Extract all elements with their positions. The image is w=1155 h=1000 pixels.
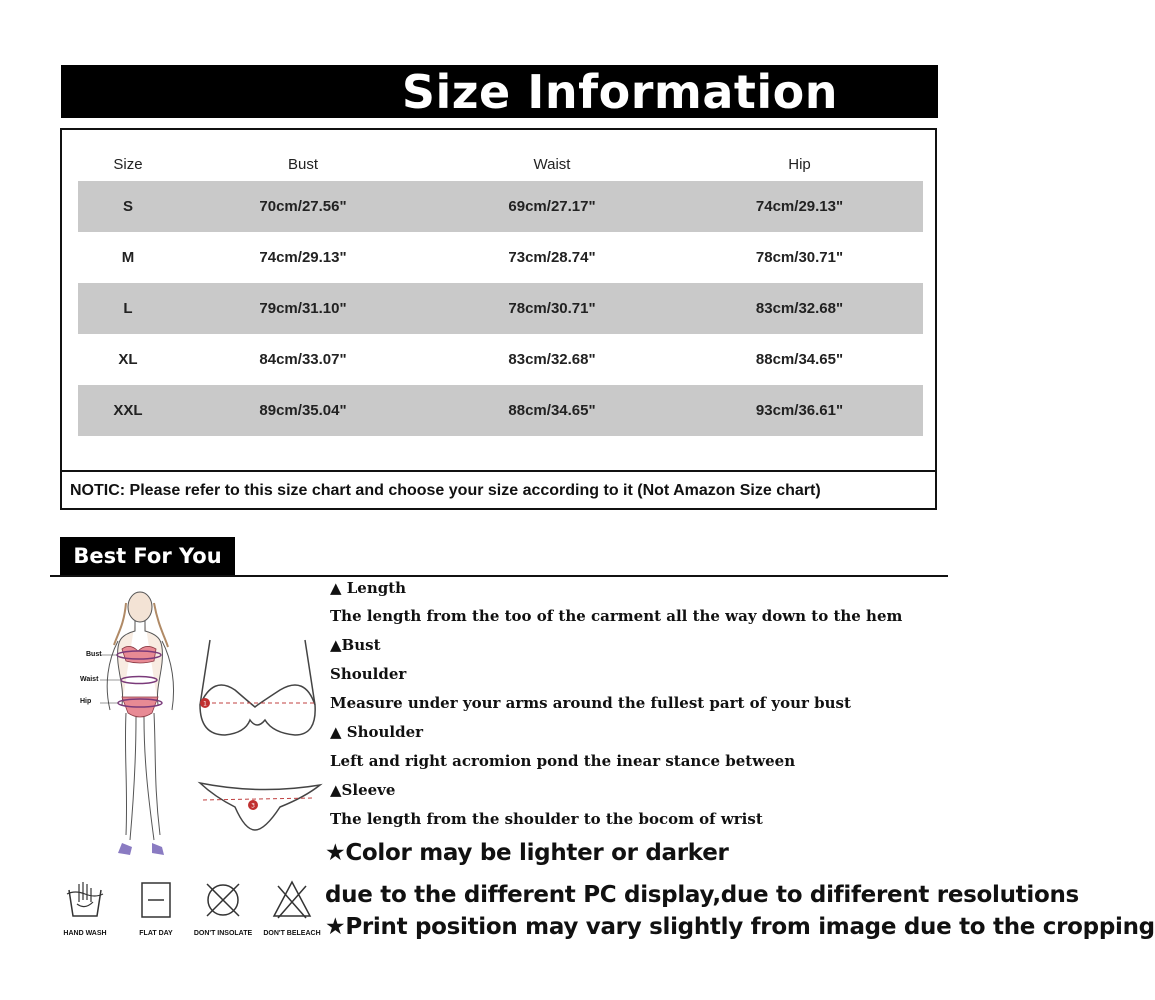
cell-size: M [121,249,135,266]
page-title: Size Information [401,64,838,119]
cell-size: S [78,181,178,232]
cell-size: L [78,283,178,334]
table-row [78,181,923,232]
shoulder-heading: ▲ Shoulder [330,723,424,741]
cell-hip: 93cm/36.61" [676,385,923,436]
table-header-row [78,147,923,181]
sleeve-description: The length from the shoulder to the bocom of wrist [330,810,763,828]
notice-divider [60,470,937,472]
cell-hip: 78cm/30.71" [755,249,844,266]
cell-bust: 84cm/33.07" [259,351,347,368]
cell-waist: 73cm/28.74" [508,249,596,266]
best-for-you-tab: Best For You [60,537,235,575]
figure-label-bust: Bust [86,651,102,658]
cell-hip: 83cm/32.68" [676,283,923,334]
garment-marker-3: 3 [251,802,255,810]
body-figure-illustration [80,585,190,870]
title-banner [61,65,938,118]
figure-label-waist: Waist [80,676,99,683]
table-row [78,385,923,436]
cell-hip: 74cm/29.13" [676,181,923,232]
display-note: due to the different PC display,due to dififerent resolutions [325,882,1079,908]
cell-size: XL [118,351,138,368]
garment-marker-1: 1 [203,700,207,708]
length-heading: ▲ Length [330,579,407,597]
size-notice: NOTIC: Please refer to this size chart and choose your size according to it (Not Amazon Size chart) [70,482,821,499]
cell-bust: 70cm/27.56" [178,181,428,232]
column-header-bust: Bust [287,155,318,173]
figure-label-hip: Hip [80,698,92,705]
do-not-bleach-icon [272,880,312,920]
garment-sketch [195,635,325,835]
size-table [78,147,923,436]
flat-dry-icon [136,880,176,920]
care-label-flat-dry: FLAT DAY [139,930,173,937]
column-header-size: Size [113,155,143,173]
column-header-waist: Waist [533,155,571,173]
section-divider [50,575,948,577]
table-row [78,283,923,334]
bust-heading: ▲Bust [330,636,381,654]
color-note: ★Color may be lighter or darker [325,840,729,866]
table-row [78,232,923,283]
cell-hip: 88cm/34.65" [755,351,844,368]
cell-waist: 88cm/34.65" [428,385,676,436]
care-label-hand-wash: HAND WASH [63,930,107,937]
sleeve-heading: ▲Sleeve [330,781,396,799]
cell-size: XXL [78,385,178,436]
cell-waist: 78cm/30.71" [428,283,676,334]
hand-wash-icon [65,880,105,920]
length-description: The length from the too of the carment all the way down to the hem [330,607,903,625]
cell-bust: 79cm/31.10" [178,283,428,334]
cell-waist: 83cm/32.68" [508,351,596,368]
table-row [78,334,923,385]
print-position-note: ★Print position may vary slightly from image due to the cropping [325,914,1155,940]
bust-description: Measure under your arms around the fullest part of your bust [330,694,851,712]
shoulder-label: Shoulder [330,665,407,683]
column-header-hip: Hip [788,155,811,173]
cell-waist: 69cm/27.17" [428,181,676,232]
cell-bust: 74cm/29.13" [259,249,347,266]
care-label-do-not-bleach: DON'T BELEACH [263,930,321,937]
shoulder-description: Left and right acromion pond the inear stance between [330,752,796,770]
cell-bust: 89cm/35.04" [178,385,428,436]
do-not-insolate-icon [203,880,243,920]
care-label-do-not-insolate: DON'T INSOLATE [193,930,253,937]
